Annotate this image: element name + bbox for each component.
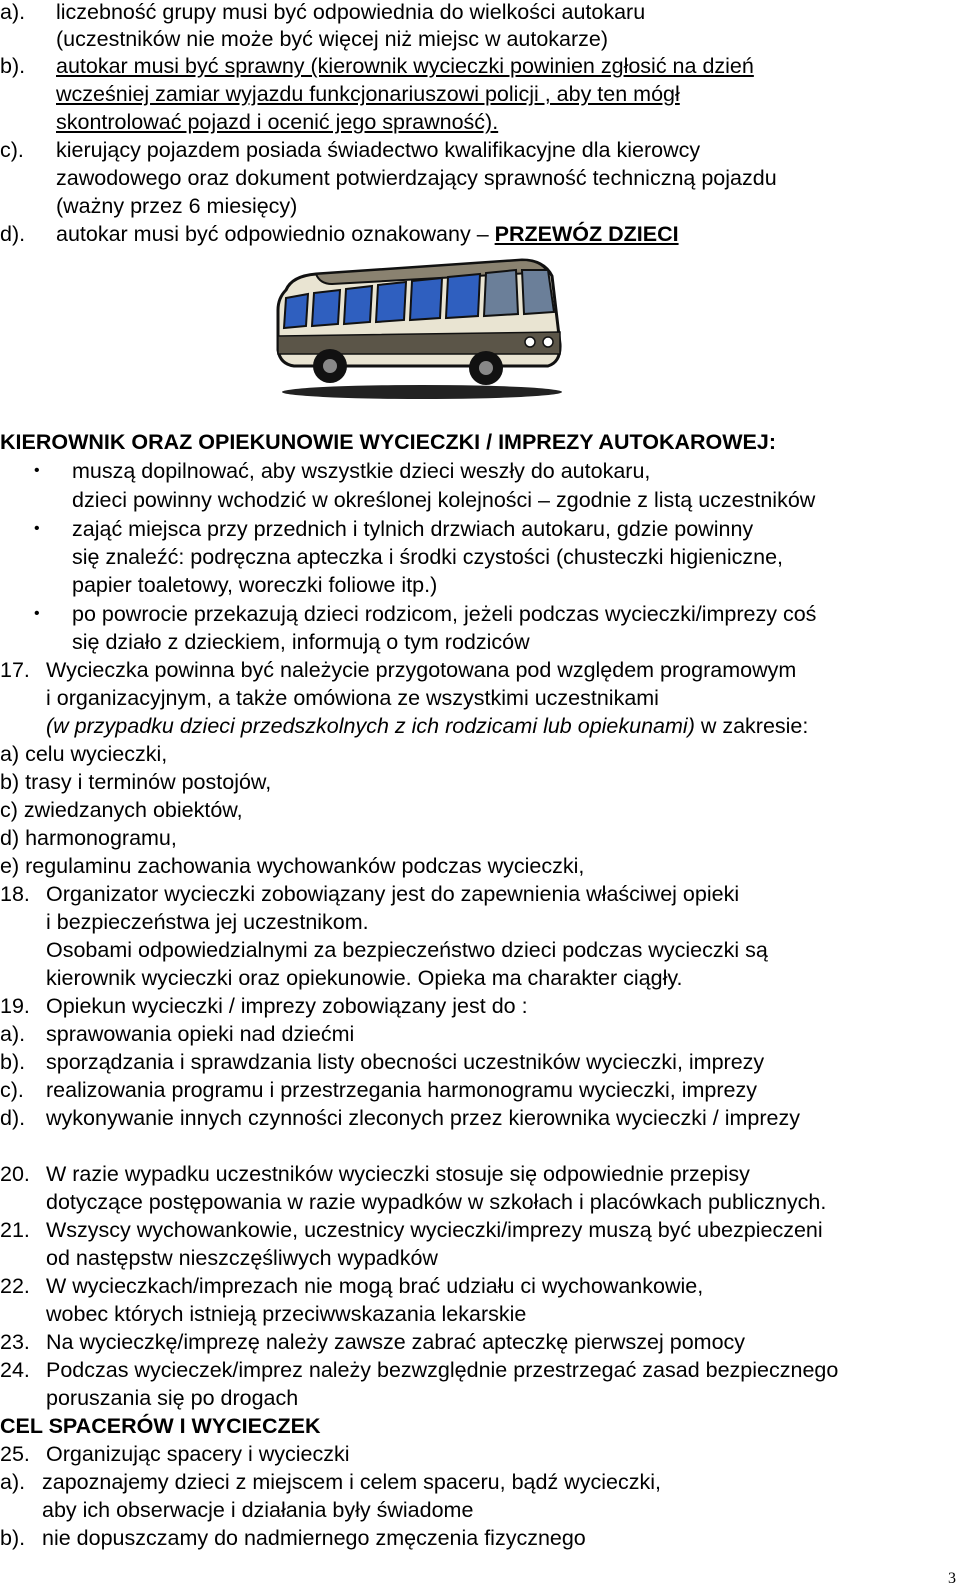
p21-line2: od następstw nieszczęśliwych wypadków [46, 1246, 438, 1270]
p17-item-a: a) celu wycieczki, [0, 742, 168, 766]
bullet-1-line2: dzieci powinny wchodzić w określonej kolejności – zgodnie z listą uczestników [72, 488, 816, 512]
p19-a: sprawowania opieki nad dziećmi [46, 1022, 355, 1046]
p19-a-label: a). [0, 1022, 26, 1046]
item-c-line3: (ważny przez 6 miesięcy) [56, 194, 298, 218]
bullet-1-line1: muszą dopilnować, aby wszystkie dzieci weszły do autokaru, [72, 459, 651, 483]
p25-b: nie dopuszczamy do nadmiernego zmęczenia fizycznego [42, 1526, 586, 1550]
p25-b-label: b). [0, 1526, 26, 1550]
p23-number: 23. [0, 1330, 30, 1354]
item-b-line2: wcześniej zamiar wyjazdu funkcjonariuszowi policji , aby ten mógł [56, 82, 680, 106]
p22-number: 22. [0, 1274, 30, 1298]
page-number: 3 [948, 1570, 956, 1587]
p17-line3-italic: (w przypadku dzieci przedszkolnych z ich rodzicami lub opiekunami) [46, 714, 695, 738]
item-a-line2: (uczestników nie może być więcej niż miejsc w autokarze) [56, 27, 609, 51]
p22-line2: wobec których istnieją przeciwwskazania lekarskie [46, 1302, 527, 1326]
p17-line2: i organizacyjnym, a także omówiona ze wszystkimi uczestnikami [46, 686, 659, 710]
item-d-label: d). [0, 222, 26, 246]
item-d-line [56, 220, 679, 248]
p18-number: 18. [0, 882, 30, 906]
p24-line2: poruszania się po drogach [46, 1386, 299, 1410]
bus-illustration [272, 254, 564, 400]
p18-line4: kierownik wycieczki oraz opiekunowie. Opieka ma charakter ciągły. [46, 966, 683, 990]
item-d-text: autokar musi być odpowiednio oznakowany – [56, 222, 489, 246]
p22-line1: W wycieczkach/imprezach nie mogą brać udziału ci wychowankowie, [46, 1274, 704, 1298]
p19-line1: Opiekun wycieczki / imprezy zobowiązany jest do : [46, 994, 528, 1018]
p18-line1: Organizator wycieczki zobowiązany jest do zapewnienia właściwej opieki [46, 882, 740, 906]
item-b-label: b). [0, 54, 26, 78]
p17-line3-rest: w zakresie: [694, 714, 809, 738]
p25-number: 25. [0, 1442, 30, 1466]
p21-line1: Wszyscy wychowankowie, uczestnicy wycieczki/imprezy muszą być ubezpieczeni [46, 1218, 823, 1242]
bullet-3-line2: się działo z dzieckiem, informują o tym rodziców [72, 630, 530, 654]
heading-supervisors: KIEROWNIK ORAZ OPIEKUNOWIE WYCIECZKI / IMPREZY AUTOKAROWEJ: [0, 430, 777, 454]
p24-line1: Podczas wycieczek/imprez należy bezwzględnie przestrzegać zasad bezpiecznego [46, 1358, 839, 1382]
p20-line1: W razie wypadku uczestników wycieczki stosuje się odpowiednie przepisy [46, 1162, 750, 1186]
p20-line2: dotyczące postępowania w razie wypadków w szkołach i placówkach publicznych. [46, 1190, 827, 1214]
p18-line3: Osobami odpowiedzialnymi za bezpieczeństwo dzieci podczas wycieczki są [46, 938, 768, 962]
bullet-3-line1: po powrocie przekazują dzieci rodzicom, jeżeli podczas wycieczki/imprezy coś [72, 602, 817, 626]
p17-item-e: e) regulaminu zachowania wychowanków podczas wycieczki, [0, 854, 585, 878]
p19-c: realizowania programu i przestrzegania harmonogramu wycieczki, imprezy [46, 1078, 757, 1102]
p19-c-label: c). [0, 1078, 24, 1102]
p19-d: wykonywanie innych czynności zleconych przez kierownika wycieczki / imprezy [46, 1106, 800, 1130]
bullet-2-line1: zająć miejsca przy przednich i tylnich drzwiach autokaru, gdzie powinny [72, 517, 754, 541]
p25-a-label: a). [0, 1470, 26, 1494]
p19-b: sporządzania i sprawdzania listy obecności uczestników wycieczki, imprezy [46, 1050, 765, 1074]
p24-number: 24. [0, 1358, 30, 1382]
bullet-2-line2: się znaleźć: podręczna apteczka i środki czystości (chusteczki higieniczne, [72, 545, 784, 569]
p19-d-label: d). [0, 1106, 26, 1130]
bullet-2: • [34, 520, 40, 537]
p20-number: 20. [0, 1162, 30, 1186]
bullet-2-line3: papier toaletowy, woreczki foliowe itp.) [72, 573, 438, 597]
p17-line1: Wycieczka powinna być należycie przygotowana pod względem programowym [46, 658, 797, 682]
item-c-label: c). [0, 138, 24, 162]
p25-a-line2: aby ich obserwacje i działania były świadome [42, 1498, 474, 1522]
p19-number: 19. [0, 994, 30, 1018]
p18-line2: i bezpieczeństwa jej uczestnikom. [46, 910, 369, 934]
item-c-line2: zawodowego oraz dokument potwierdzający sprawność techniczną pojazdu [56, 166, 777, 190]
p17-number: 17. [0, 658, 30, 682]
item-b-line3: skontrolować pojazd i ocenić jego sprawność). [56, 110, 499, 134]
p25-line1: Organizując spacery i wycieczki [46, 1442, 350, 1466]
p17-item-d: d) harmonogramu, [0, 826, 177, 850]
p17-item-c: c) zwiedzanych obiektów, [0, 798, 243, 822]
item-a-label: a). [0, 0, 26, 24]
bullet-1: • [34, 462, 40, 479]
item-d-emphasis: PRZEWÓZ DZIECI [494, 222, 679, 246]
p21-number: 21. [0, 1218, 30, 1242]
p19-b-label: b). [0, 1050, 26, 1074]
p17-line3 [46, 712, 808, 740]
item-b-line1: autokar musi być sprawny (kierownik wycieczki powinien zgłosić na dzień [56, 54, 754, 78]
p25-a-line1: zapoznajemy dzieci z miejscem i celem spaceru, bądź wycieczki, [42, 1470, 661, 1494]
heading-walks-goals: CEL SPACERÓW I WYCIECZEK [0, 1414, 321, 1438]
bullet-3: • [34, 605, 40, 622]
item-a-line1: liczebność grupy musi być odpowiednia do wielkości autokaru [56, 0, 646, 24]
p17-item-b: b) trasy i terminów postojów, [0, 770, 272, 794]
item-c-line1: kierujący pojazdem posiada świadectwo kwalifikacyjne dla kierowcy [56, 138, 701, 162]
p23-line1: Na wycieczkę/imprezę należy zawsze zabrać apteczkę pierwszej pomocy [46, 1330, 746, 1354]
